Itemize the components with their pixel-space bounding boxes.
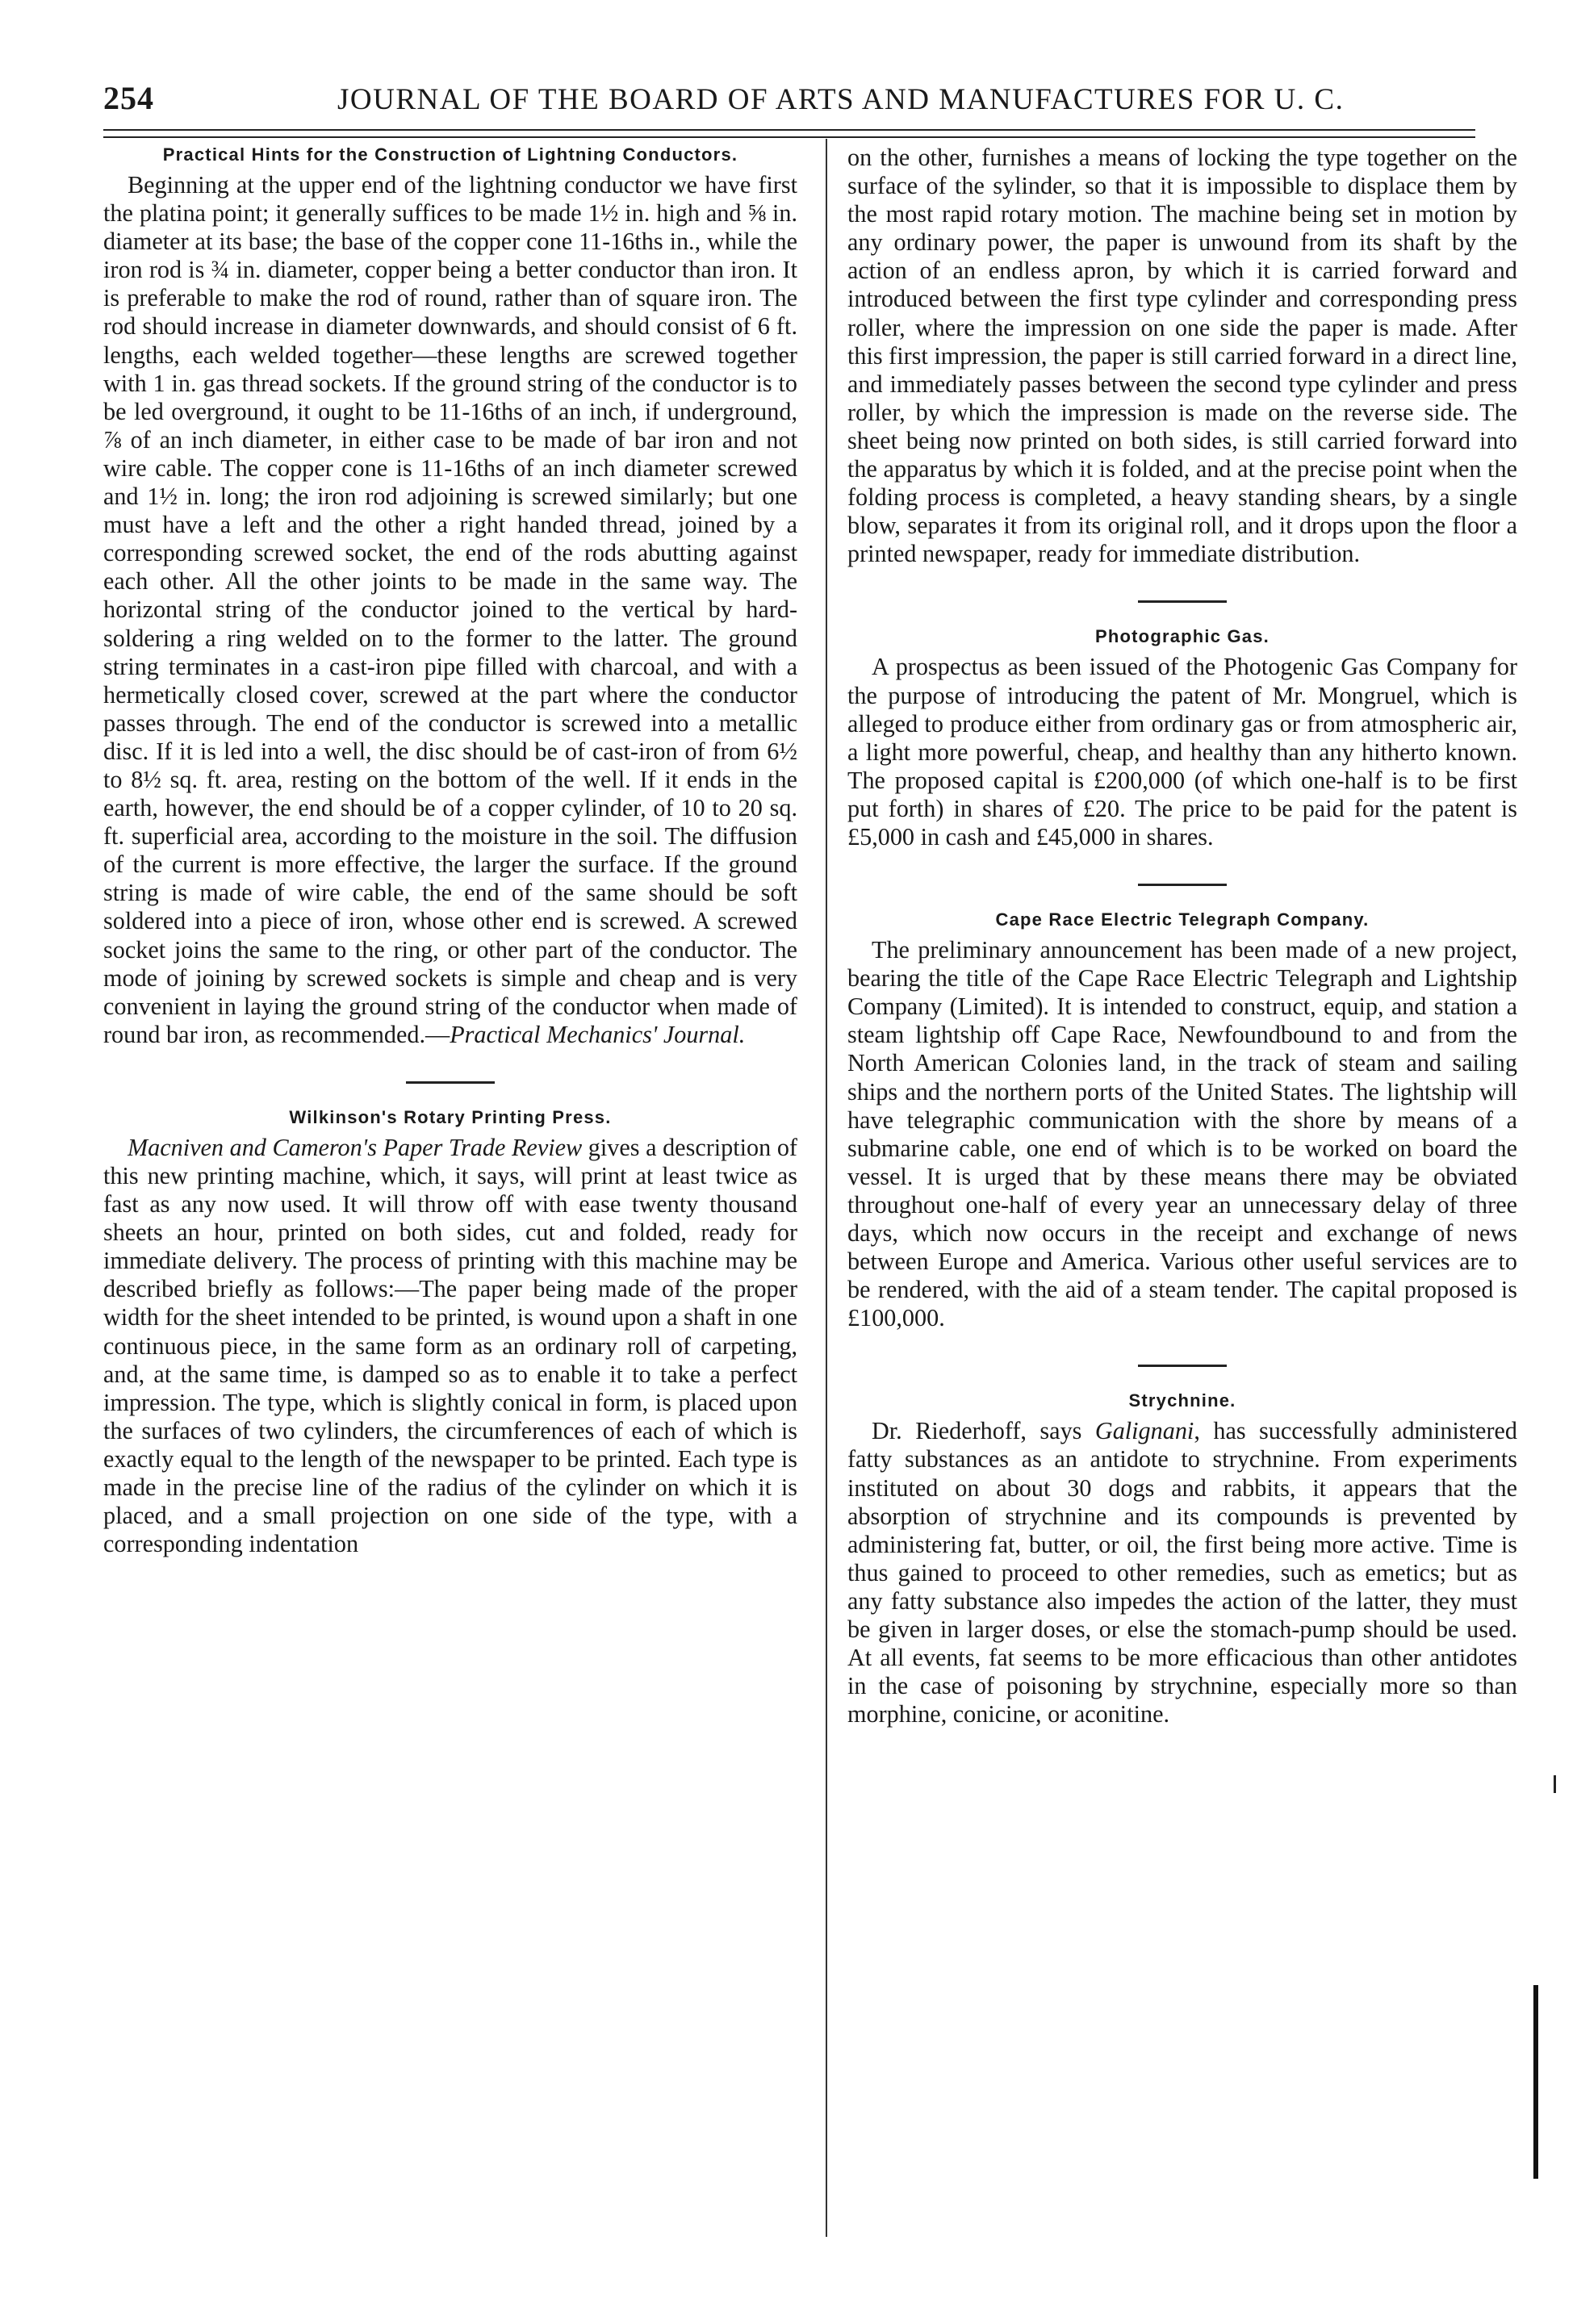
article-photographic-gas: [847, 625, 1517, 851]
running-title: JOURNAL OF THE BOARD OF ARTS AND MANUFACTURES FOR U. C.: [337, 83, 1345, 116]
article-source: Practical Mechanics' Journal.: [450, 1020, 746, 1048]
article-body: The preliminary announcement has been made of a new project, bearing the title of the Cape Race Electric Telegraph and Lightship Company (Limited). It is intended to construct, equip, and station a steam lightship off Cape Race, Newfoundbound to and from the North American Colonies land, in the track of steam and sailing ships and the northern ports of the United States. The lightship will have telegraphic communication with the shore by means of a submarine cable, one end of which is to be worked on board the vessel. It is urged that by these means there may be obviated throughout one-half of every year an unnecessary delay of three days, which now occurs in the receipt and exchange of news between Europe and America. Various other useful services are to be rendered, with the aid of a steam tender. The capital proposed is £100,000.: [847, 936, 1517, 1332]
article-body: [103, 1134, 797, 1558]
article-source: Macniven and Cameron's Paper Trade Review: [128, 1133, 583, 1161]
article-title: Wilkinson's Rotary Printing Press.: [289, 1106, 612, 1127]
article-title: Strychnine.: [1128, 1390, 1236, 1411]
right-column: [847, 144, 1517, 2217]
header-rule: [103, 129, 1475, 138]
article-source: Galignani: [1094, 1417, 1194, 1445]
article-title: Practical Hints for the Construction of Lightning Conductors.: [162, 144, 738, 165]
article-body: [847, 1417, 1517, 1728]
article-continuation: on the other, furnishes a means of locking the type together on the surface of the sylinder, so that it is impossible to displace them by the most rapid rotary motion. The machine being set in motion by any ordinary power, the paper is unwound from its shaft by the action of an endless apron, by which it is carried forward and introduced between the first type cylinder and corresponding press roller, where the impression on one side the paper is made. After this first impression, the paper is still carried forward in a direct line, and immediately passes between the second type cylinder and press roller, by which the impression is made on the reverse side. The sheet being now printed on both sides, is still carried forward into the apparatus by which it is folded, and at the precise point when the folding process is completed, a heavy standing shears, by a single blow, separates it from its original roll, and it drops upon the floor a printed newspaper, ready for immediate distribution.: [847, 144, 1517, 568]
article-title: Cape Race Electric Telegraph Company.: [995, 909, 1370, 930]
article-text: Beginning at the upper end of the lightning conductor we have first the platina point; it generally suffices to be made 1½ in. high and ⅝ in. diameter at its base; the base of the copper cone 11-16ths in., while the iron rod is ¾ in. diameter, copper being a better conductor than iron. It is preferable to make the rod of round, rather than of square iron. The rod should increase in diameter downwards, and should consist of 6 ft. lengths, each welded together—these lengths are screwed together with 1 in. gas thread sockets. If the ground string of the conductor is to be led overground, it ought to be 11-16ths of an inch, if underground, ⅞ of an inch diameter, in either case to be made of bar iron and not wire cable. The copper cone is 11-16ths of an inch diameter screwed and 1½ in. long; the iron rod adjoining is screwed similarly; but one must have a left and the other a right handed thread, joined by a corresponding screwed socket, the end of the rods abutting against each other. All the other joints to be made in the same way. The horizontal string of the conductor joined to the vertical by hard-soldering a ring welded on to the former to the latter. The ground string terminates in a cast-iron pipe filled with charcoal, and with a hermetically closed cover, screwed at the part where the conductor passes through. The end of the conductor is screwed into a metallic disc. If it is led into a well, the disc should be of cast-iron of from 6½ to 8½ sq. ft. area, resting on the bottom of the well. If it ends in the earth, however, the end should be of a copper cylinder, of 10 to 20 sq. ft. superficial area, according to the moisture in the soil. The diffusion of the current is more effective, the larger the surface. If the ground string is made of wire cable, the end of the same should be soft soldered into a piece of iron, whose other end is screwed. A screwed socket joins the same to the ring, or other part of the conductor. The mode of joining by screwed sockets is simple and cheap and is very convenient in laying the ground string of the conductor when made of round bar iron, as recommended.—: [103, 171, 797, 1048]
article-title: Photographic Gas.: [1095, 626, 1270, 647]
article-cape-race-telegraph: [847, 909, 1517, 1332]
page-number: 254: [103, 80, 154, 116]
section-separator: [1138, 884, 1227, 886]
column-divider: [826, 139, 827, 2237]
article-body: [103, 171, 797, 1049]
article-text: , has successfully administered fatty substances as an antidote to strychnine. From experiments instituted on about 30 dogs and rabbits, it appears that the absorption of strychnine and its compounds is prevented by administering fat, butter, or oil, the first being more active. Time is thus gained to proceed to other remedies, such as emetics; but as any fatty substance also impedes the action of the latter, they must be given in larger doses, or else the stomach-pump should be used. At all events, fat seems to be more efficacious than other antidotes in the case of poisoning by strychnine, especially more so than morphine, conicine, or aconitine.: [847, 1417, 1517, 1728]
page-header: [103, 79, 1475, 119]
article-lightning-conductors: [103, 144, 797, 1049]
section-separator: [1138, 1365, 1227, 1367]
article-text: gives a description of this new printing machine, which, it says, will print at least twice as fast as any now used. It will throw off with ease twenty thousand sheets an hour, printed on both sides, cut and folded, ready for immediate delivery. The process of printing with this machine may be described briefly as follows:—The paper being made of the proper width for the sheet intended to be printed, is wound upon a shaft in one continuous piece, in the same form as an ordinary roll of carpeting, and, at the same time, is damped so as to enable it to take a perfect impression. The type, which is slightly conical in form, is placed upon the surfaces of two cylinders, the circumferences of each of which is exactly equal to the length of the newspaper to be printed. Each type is made in the precise line of the radius of the cylinder on which it is placed, and a small projection on one side of the type, with a corresponding indentation: [103, 1133, 797, 1558]
article-body: A prospectus as been issued of the Photogenic Gas Company for the purpose of introducing the patent of Mr. Mongruel, which is alleged to produce either from ordinary gas or from atmospheric air, a light more powerful, cheap, and healthy than any hitherto known. The proposed capital is £200,000 (of which one-half is to be first put forth) in shares of £20. The price to be paid for the patent is £5,000 in cash and £45,000 in shares.: [847, 653, 1517, 851]
section-separator: [406, 1081, 495, 1084]
article-rotary-printing-press: [103, 1106, 797, 1558]
scan-artifact-tick: [1554, 1775, 1556, 1793]
scan-artifact-mark: [1533, 1985, 1538, 2179]
left-column: [103, 144, 797, 2217]
article-strychnine: [847, 1390, 1517, 1728]
section-separator: [1138, 600, 1227, 603]
article-text: Dr. Riederhoff, says: [872, 1417, 1095, 1445]
